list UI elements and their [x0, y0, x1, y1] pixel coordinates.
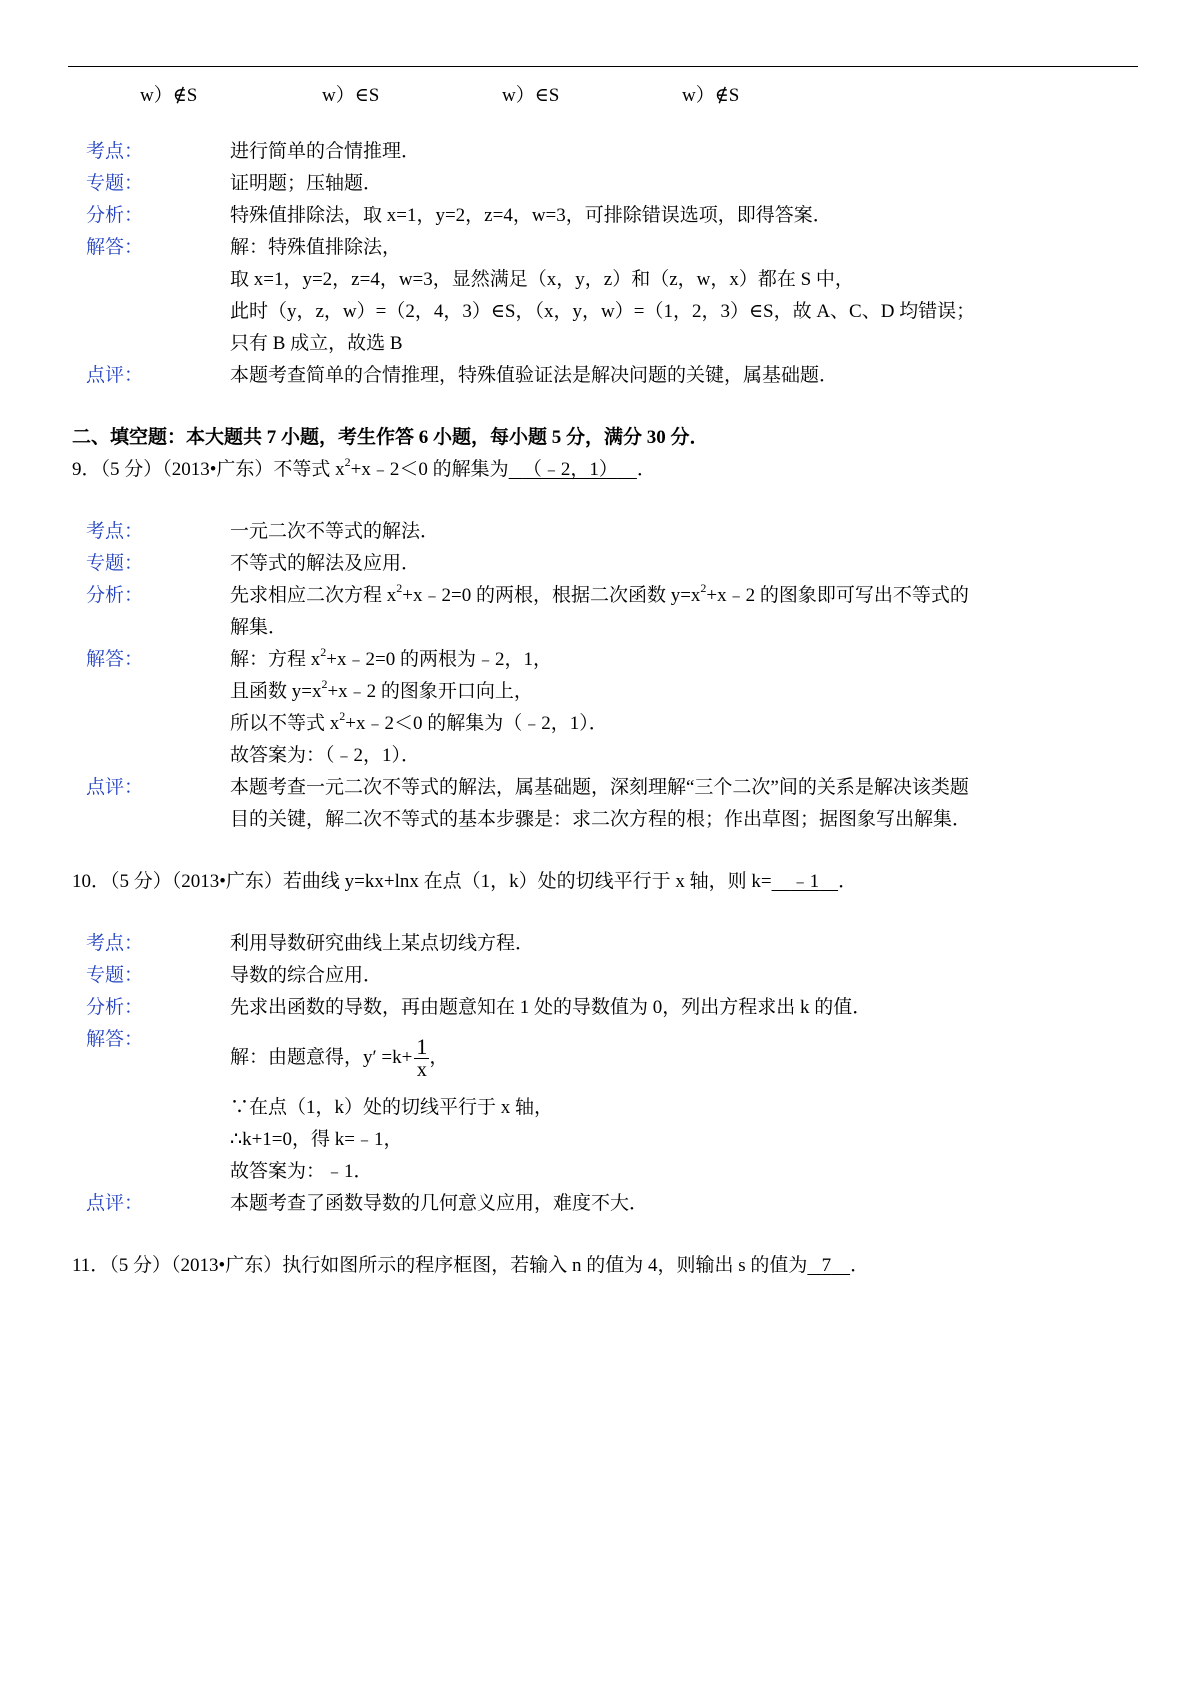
zhuanti-label: 专题： [86, 173, 144, 194]
dianping-label: 点评： [86, 777, 144, 798]
zhuanti-label: 专题： [86, 553, 144, 574]
option-c-tail: w）∈S [502, 85, 560, 106]
q10-jieda-line-2: ∵在点（1，k）处的切线平行于 x 轴， [230, 1097, 554, 1118]
q9-kaodian: 一元二次不等式的解法． [230, 521, 440, 542]
q9-jieda-line-4: 故答案为：（﹣2，1）． [230, 745, 421, 766]
q8-jieda-line-3: 此时（y，z，w）=（2，4，3）∈S，（x，y，w）=（1，2，3）∈S，故 A、C、D 均错误； [230, 301, 976, 322]
q9-jieda-line-3: 所以不等式 $x^2+x﹣2<0$ 的解集为（﹣2，1）． [230, 709, 608, 734]
q10-fenxi: 先求出函数的导数，再由题意知在 1 处的导数值为 0，列出方程求出 k 的值． [230, 997, 872, 1018]
q9-stem: 9．（5 分）（2013•广东）不等式 $x^2+x﹣2<0$ 的解集为 （﹣2，1） ． [72, 455, 656, 480]
q10-jieda-line-4: 故答案为：﹣1． [230, 1161, 373, 1182]
q10-zhuanti: 导数的综合应用． [230, 965, 383, 986]
kaodian-label: 考点： [86, 933, 144, 954]
q8-dianping: 本题考查简单的合情推理，特殊值验证法是解决问题的关键，属基础题． [230, 365, 839, 386]
jieda-label: 解答： [86, 237, 144, 258]
kaodian-label: 考点： [86, 521, 144, 542]
q8-kaodian: 进行简单的合情推理． [230, 141, 421, 162]
q10-kaodian: 利用导数研究曲线上某点切线方程． [230, 933, 535, 954]
fraction-one-over-x: $\frac{1}{x}$ [416, 1034, 428, 1081]
q8-fenxi: 特殊值排除法，取 x=1，y=2，z=4，w=3，可排除错误选项，即得答案． [230, 205, 832, 226]
q9-fenxi-line-1: 先求相应二次方程 $x^2+x﹣2=0$ 的两根，根据二次函数 $y=x^2+x﹣2$ 的图象即可写出不等式的 [230, 581, 969, 606]
dianping-label: 点评： [86, 1193, 144, 1214]
q8-jieda-line-1: 解：特殊值排除法， [230, 237, 402, 258]
q10-dianping: 本题考查了函数导数的几何意义应用，难度不大． [230, 1193, 649, 1214]
q11-stem: 11．（5 分）（2013•广东）执行如图所示的程序框图，若输入 n 的值为 4，则输出 s 的值为 7 ． [72, 1255, 870, 1276]
option-b-tail: w）∈S [322, 85, 380, 106]
q9-jieda-line-1: 解：方程 $x^2+x﹣2=0$ 的两根为﹣2，1， [230, 645, 552, 670]
q8-zhuanti: 证明题；压轴题． [230, 173, 383, 194]
q8-jieda-line-2: 取 x=1，y=2，z=4，w=3，显然满足（x，y，z）和（z，w，x）都在 S 中， [230, 269, 854, 290]
fenxi-label: 分析： [86, 997, 144, 1018]
fenxi-label: 分析： [86, 205, 144, 226]
q9-dianping-line-2: 目的关键，解二次不等式的基本步骤是：求二次方程的根；作出草图；据图象写出解集． [230, 809, 972, 830]
jieda-label: 解答： [86, 1029, 144, 1050]
q10-answer: ﹣1 [790, 871, 820, 892]
dianping-label: 点评： [86, 365, 144, 386]
q8-jieda-line-4: 只有 B 成立，故选 B [230, 333, 403, 354]
q9-fenxi-line-2: 解集． [230, 617, 288, 638]
q10-jieda-line-1: 解：由题意得，y′ =k+ $\frac{1}{x}$ ， [230, 1034, 449, 1081]
q11-answer: 7 [821, 1255, 832, 1276]
q9-dianping-line-1: 本题考查一元二次不等式的解法，属基础题，深刻理解“三个二次”间的关系是解决该类题 [230, 777, 969, 798]
zhuanti-label: 专题： [86, 965, 144, 986]
jieda-label: 解答： [86, 649, 144, 670]
option-a-tail: w）∉S [140, 85, 198, 106]
q9-answer: （﹣2，1） [522, 459, 618, 480]
option-d-tail: w）∉S [682, 85, 740, 106]
header-rule [68, 66, 1138, 67]
fenxi-label: 分析： [86, 585, 144, 606]
q9-zhuanti: 不等式的解法及应用． [230, 553, 421, 574]
q9-jieda-line-2: 且函数 $y=x^2+x﹣2$ 的图象开口向上， [230, 677, 533, 702]
section-2-heading: 二、填空题：本大题共 7 小题，考生作答 6 小题，每小题 5 分，满分 30 分． [72, 427, 709, 448]
q10-jieda-line-3: ∴k+1=0，得 k=﹣1， [230, 1129, 403, 1150]
kaodian-label: 考点： [86, 141, 144, 162]
q10-stem: 10．（5 分）（2013•广东）若曲线 y=kx+lnx 在点（1，k）处的切线平行于 x 轴，则 k= ﹣1 ． [72, 871, 858, 892]
